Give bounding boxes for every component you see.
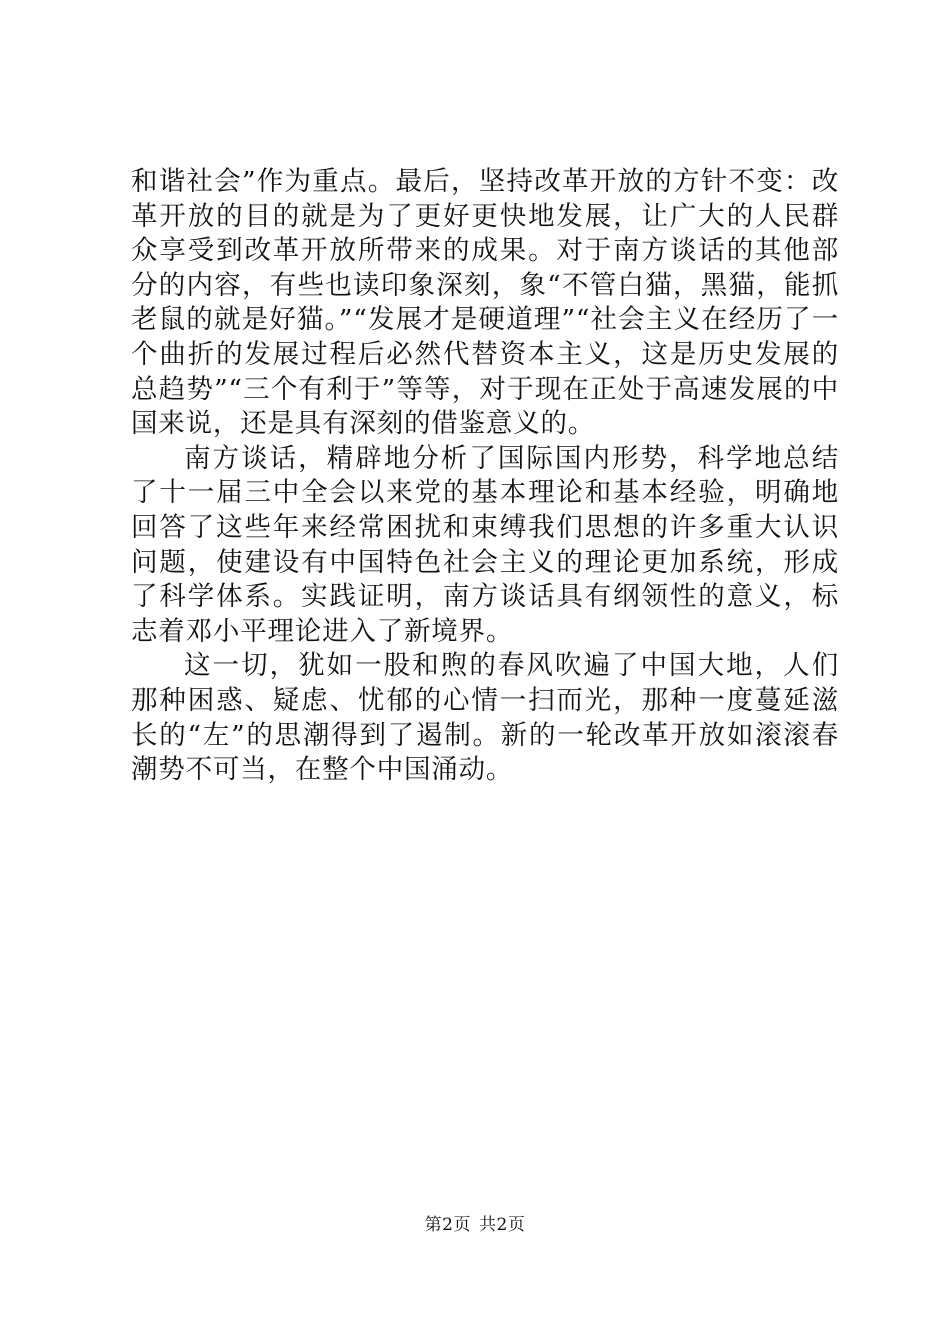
paragraph-2: 南方谈话，精辟地分析了国际国内形势，科学地总结了十一届三中全会以来党的基本理论和基本经验，明确地回答了这些年来经常困扰和束缚我们思想的许多重大认识问题，使建设有中国特色社会主义的理论更加系统，形成了科学体系。实践证明，南方谈话具有纲领性的意义，标志着邓小平理论进入了新境界。 [131,442,839,647]
paragraph-1: 和谐社会”作为重点。最后，坚持改革开放的方针不变：改革开放的目的就是为了更好更快地发展，让广大的人民群众享受到改革开放所带来的成果。对于南方谈话的其他部分的内容，有些也读印象深刻，象“不管白猫，黑猫，能抓老鼠的就是好猫。”“发展才是硬道理”“社会主义在经历了一个曲折的发展过程后必然代替资本主义，这是历史发展的总趋势”“三个有利于”等等，对于现在正处于高速发展的中国来说，还是具有深刻的借鉴意义的。 [131,166,839,440]
paragraph-3: 这一切，犹如一股和煦的春风吹遍了中国大地，人们那种困惑、疑虑、忧郁的心情一扫而光，那种一度蔓延滋长的“左”的思潮得到了遏制。新的一轮改革开放如滚滚春潮势不可当，在整个中国涌动。 [131,650,839,786]
body-text [131,165,839,788]
page-number: 第2页 [424,1215,471,1235]
page-total: 共2页 [479,1215,526,1235]
page-footer [0,1214,950,1236]
